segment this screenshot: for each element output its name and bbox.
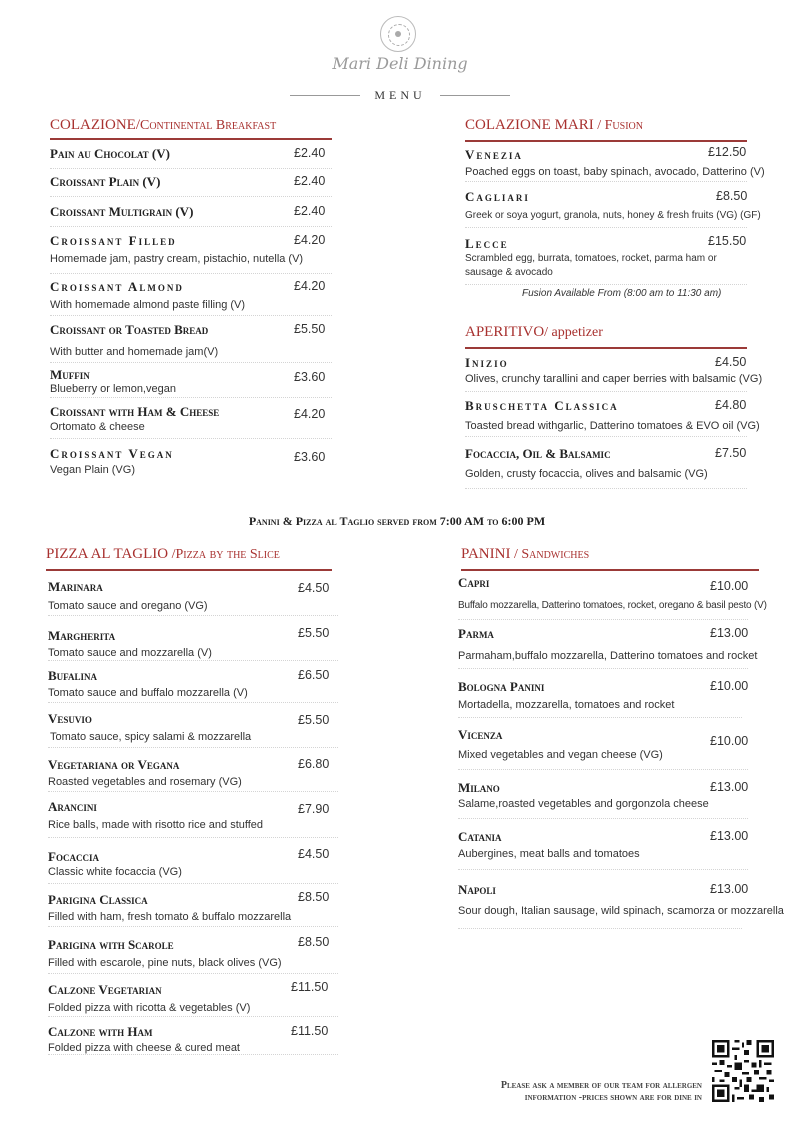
item-name: Croissant Filled: [50, 233, 177, 248]
item-description: Classic white focaccia (VG): [48, 866, 182, 878]
item-name: Venezia: [465, 147, 523, 162]
menu-heading: [290, 88, 510, 104]
item-name: Napoli: [458, 882, 496, 897]
allergen-note-line2: information -prices shown are for dine in: [524, 1092, 702, 1103]
menu-label: MENU: [374, 88, 426, 102]
item-description: Greek or soya yogurt, granola, nuts, honey & fresh fruits (VG) (GF): [465, 210, 761, 221]
section-colazione: [50, 117, 332, 140]
item-name: Croissant with Ham & Cheese: [50, 404, 220, 419]
item-description: Folded pizza with cheese & cured meat: [48, 1042, 240, 1054]
item-price: £7.90: [298, 802, 330, 816]
item-price: £11.50: [291, 980, 329, 994]
item-description: With homemade almond paste filling (V): [50, 299, 246, 311]
item-price: £11.50: [291, 1024, 329, 1038]
section-title-sub: Continental Breakfast: [140, 118, 277, 133]
item-name: Croissant Plain (V): [50, 174, 161, 189]
item-description-cont: sausage & avocado: [465, 267, 553, 278]
menu-item: [50, 146, 332, 169]
item-price: £4.80: [715, 398, 747, 412]
menu-item: [465, 398, 760, 437]
item-price: £5.50: [298, 713, 330, 727]
section-title-main: PIZZA AL TAGLIO: [46, 546, 169, 562]
menu-item: [465, 145, 765, 182]
menu-item: [465, 234, 747, 285]
menu-item: [458, 575, 767, 620]
item-price: £4.50: [298, 581, 330, 595]
item-price: £2.40: [294, 174, 326, 188]
item-description: Tomato sauce, spicy salami & mozzarella: [50, 731, 252, 743]
menu-item: [48, 1024, 338, 1055]
rosette-logo-icon: [380, 16, 416, 52]
section-aperitivo: [465, 324, 747, 349]
item-description: Sour dough, Italian sausage, wild spinach, scamorza or mozzarella: [458, 905, 784, 917]
item-price: £6.50: [298, 668, 330, 682]
item-name: Vegetariana or Vegana: [48, 757, 180, 772]
section-title: [465, 117, 747, 134]
item-description: Mortadella, mozzarella, tomatoes and rocket: [458, 699, 675, 711]
menu-item: [48, 980, 338, 1017]
item-name: Pain au Chocolat (V): [50, 146, 170, 161]
item-price: £4.50: [715, 355, 747, 369]
menu-item: [48, 579, 338, 616]
item-name: Lecce: [465, 236, 509, 251]
item-price: £7.50: [715, 446, 747, 460]
section-title-sub: /Pizza by the Slice: [168, 547, 280, 562]
section-colazione-mari: [465, 117, 747, 142]
item-price: £10.00: [710, 579, 749, 593]
item-price: £3.60: [294, 450, 326, 464]
item-description: Buffalo mozzarella, Datterino tomatoes, rocket, oregano & basil pesto (V): [458, 600, 767, 611]
section-title-main: COLAZIONE/: [50, 117, 140, 133]
item-price: £10.00: [710, 734, 749, 748]
section-title: [461, 546, 759, 563]
section-title-sub: / Sandwiches: [510, 547, 590, 562]
section-panini: [461, 546, 759, 571]
item-name: Margherita: [48, 628, 116, 643]
item-price: £8.50: [716, 189, 748, 203]
item-price: £13.00: [710, 780, 749, 794]
item-name: Croissant or Toasted Bread: [50, 322, 209, 337]
item-price: £10.00: [710, 679, 749, 693]
item-price: £8.50: [298, 890, 330, 904]
menu-item: [48, 847, 338, 884]
section-title: [50, 117, 332, 134]
menu-item: [50, 446, 332, 482]
section-title-main: COLAZIONE MARI: [465, 117, 594, 133]
item-description: Roasted vegetables and rosemary (VG): [48, 776, 242, 788]
section-pizza: [46, 546, 332, 571]
item-description: Blueberry or lemon,vegan: [50, 383, 176, 395]
item-name: Bruschetta Classica: [465, 398, 619, 413]
section-rule: [461, 569, 759, 571]
menu-item: [48, 711, 338, 748]
section-rule: [50, 138, 332, 140]
item-description: Rice balls, made with risotto rice and stuffed: [48, 819, 264, 831]
item-price: £8.50: [298, 935, 330, 949]
section-rule: [46, 569, 332, 571]
item-description: Scrambled egg, burrata, tomatoes, rocket, parma ham or: [465, 253, 717, 264]
item-price: £15.50: [708, 234, 747, 248]
item-description: Homemade jam, pastry cream, pistachio, nutella (V): [50, 253, 304, 265]
menu-item: [48, 890, 338, 927]
menu-item: [465, 355, 763, 392]
section-title-main: APERITIVO: [465, 324, 545, 340]
item-name: Bufalina: [48, 668, 98, 683]
item-price: £5.50: [294, 322, 326, 336]
item-name: Vesuvio: [48, 711, 92, 726]
section-title-sub: / appetizer: [544, 325, 603, 340]
divider: [440, 95, 510, 96]
item-description: Olives, crunchy tarallini and caper berries with balsamic (VG): [465, 373, 763, 385]
menu-item: [50, 174, 332, 197]
menu-item: [465, 446, 747, 489]
menu-item: [50, 233, 332, 274]
menu-item: [458, 727, 748, 770]
item-name: Arancini: [48, 799, 97, 814]
item-description: Filled with escarole, pine nuts, black olives (VG): [48, 957, 282, 969]
item-price: £4.20: [294, 407, 326, 421]
menu-item: [50, 367, 332, 398]
item-name: Parma: [458, 626, 494, 641]
item-name: Calzone with Ham: [48, 1024, 153, 1039]
menu-item: [458, 780, 748, 819]
allergen-note: [440, 1080, 702, 1104]
item-description: Poached eggs on toast, baby spinach, avocado, Datterino (V): [465, 166, 765, 178]
item-name: Catania: [458, 829, 502, 844]
item-name: Bologna Panini: [458, 679, 545, 694]
item-price: £4.20: [294, 233, 326, 247]
item-description: Parmaham,buffalo mozzarella, Datterino tomatoes and rocket: [458, 650, 758, 662]
item-price: £13.00: [710, 829, 749, 843]
item-price: £13.00: [710, 626, 749, 640]
item-name: Inizio: [465, 355, 509, 370]
menu-item: [48, 757, 338, 792]
section-title-sub: / Fusion: [593, 118, 643, 133]
item-description: Tomato sauce and oregano (VG): [48, 600, 208, 612]
menu-item: [50, 322, 332, 363]
menu-item: [50, 204, 332, 227]
menu-item: [48, 668, 338, 703]
item-description: Salame,roasted vegetables and gorgonzola cheese: [458, 798, 709, 810]
item-description: Mixed vegetables and vegan cheese (VG): [458, 749, 663, 761]
item-description: Tomato sauce and buffalo mozzarella (V): [48, 687, 248, 699]
item-name: Croissant Multigrain (V): [50, 204, 194, 219]
item-description: Aubergines, meat balls and tomatoes: [458, 848, 640, 860]
item-price: £5.50: [298, 626, 330, 640]
item-name: Vicenza: [458, 727, 503, 742]
item-price: £6.80: [298, 757, 330, 771]
item-name: Muffin: [50, 367, 90, 382]
item-description: Toasted bread withgarlic, Datterino tomatoes & EVO oil (VG): [465, 420, 760, 432]
section-rule: [465, 140, 747, 142]
section-title: [46, 546, 332, 563]
item-description: Filled with ham, fresh tomato & buffalo mozzarella: [48, 911, 292, 923]
allergen-note-line1: Please ask a member of our team for allergen: [500, 1080, 702, 1091]
menu-item: [458, 829, 748, 870]
menu-item: [50, 404, 332, 439]
item-name: Milano: [458, 780, 500, 795]
item-description: With butter and homemade jam(V): [50, 346, 219, 358]
item-name: Cagliari: [465, 189, 530, 204]
menu-item: [50, 279, 332, 316]
brand-name: Mari Deli Dining: [332, 54, 468, 73]
item-name: Marinara: [48, 579, 103, 594]
item-name: Focaccia: [48, 849, 99, 864]
item-price: £4.50: [298, 847, 330, 861]
item-description: Folded pizza with ricotta & vegetables (V): [48, 1002, 251, 1014]
item-price: £2.40: [294, 204, 326, 218]
item-description: Ortomato & cheese: [50, 421, 145, 433]
item-name: Croissant Almond: [50, 279, 184, 294]
item-name: Croissant Vegan: [50, 446, 174, 461]
item-price: £12.50: [708, 145, 747, 159]
section-title-main: PANINI: [461, 546, 511, 562]
qr-code-icon[interactable]: [712, 1040, 774, 1102]
item-description: Vegan Plain (VG): [50, 464, 135, 476]
item-name: Parigina with Scarole: [48, 937, 174, 952]
menu-item: [458, 882, 784, 929]
item-description: Golden, crusty focaccia, olives and balsamic (VG): [465, 468, 708, 480]
menu-item: [48, 626, 338, 661]
menu-item: [465, 189, 761, 228]
item-price: £3.60: [294, 370, 326, 384]
item-name: Focaccia, Oil & Balsamic: [465, 446, 611, 461]
item-name: Calzone Vegetarian: [48, 982, 162, 997]
item-price: £13.00: [710, 882, 749, 896]
serving-hours-note: Panini & Pizza al Taglio served from 7:00 AM to 6:00 PM: [248, 514, 546, 528]
menu-item: [458, 626, 758, 669]
fusion-availability-note: Fusion Available From (8:00 am to 11:30 am): [522, 288, 722, 299]
item-name: Parigina Classica: [48, 892, 148, 907]
section-rule: [465, 347, 747, 349]
item-price: £2.40: [294, 146, 326, 160]
item-description: Tomato sauce and mozzarella (V): [48, 647, 212, 659]
menu-item: [458, 679, 749, 718]
menu-item: [48, 799, 338, 838]
section-title: [465, 324, 747, 341]
item-price: £4.20: [294, 279, 326, 293]
menu-item: [48, 935, 338, 974]
item-name: Capri: [458, 575, 490, 590]
